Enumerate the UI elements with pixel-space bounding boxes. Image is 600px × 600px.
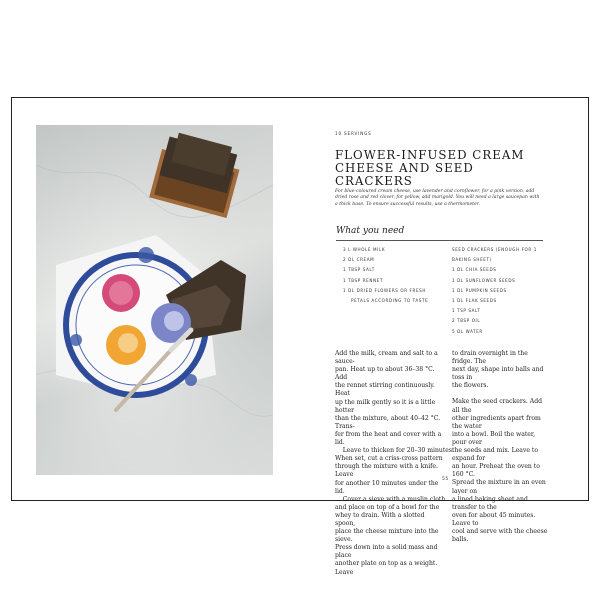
method-line: Cover a sieve with a muslin cloth (335, 495, 446, 503)
method-line: for another 10 minutes under the lid. (335, 479, 439, 495)
page-number: 55 (442, 477, 449, 482)
method-line: cool and serve with the cheese balls. (452, 527, 548, 544)
method-line: a lined baking sheet and transfer to the (452, 495, 528, 511)
ingredients-list-right (452, 247, 547, 339)
method-line: Make the seed crackers. Add all the (452, 398, 542, 414)
ingredient-item: 1 DL CHIA SEEDS (452, 267, 497, 273)
method-line: pan. Heat up to about 36–38 °C. Add (335, 366, 435, 382)
ingredient-item: 2 TBSP OIL (452, 318, 481, 324)
method-line: Add the milk, cream and salt to a sauce- (335, 350, 438, 366)
ingredient-item: 2 DL CREAM (343, 257, 375, 263)
method-line: another plate on top as a weight. Leave (335, 560, 438, 576)
method-line: next day, shape into balls and toss in (452, 366, 544, 382)
ingredient-item: 1 DL SUNFLOWER SEEDS (452, 277, 516, 283)
method-line: and place on top of a bowl for the (335, 503, 440, 511)
ingredient-item: 1 TBSP RENNET (343, 277, 383, 283)
method-line: Press down into a solid mass and place (335, 544, 438, 560)
method-line: When set, cut a criss-cross pattern (335, 455, 443, 463)
ingredient-item: PETALS ACCORDING TO TASTE (351, 297, 429, 303)
method-line: to drain overnight in the fridge. The (452, 350, 528, 366)
ingredient-item: 1 DL DRIED FLOWERS OR FRESH (343, 287, 427, 293)
method-line: the seeds and mix. Leave to expand for (452, 447, 539, 463)
method-line: through the mixture with a knife. Leave (335, 463, 438, 479)
method-line: an hour. Preheat the oven to 160 °C. (452, 463, 540, 479)
ingredient-item: 1 DL FLAK SEEDS (452, 297, 497, 303)
ingredients-list-left (343, 247, 443, 308)
ingredient-item: SEED CRACKERS (ENOUGH FOR 1 (452, 247, 537, 252)
recipe-photo-illustration (36, 125, 273, 475)
method-line: oven for about 45 minutes. Leave to (452, 511, 536, 527)
method-line: Leave to thicken for 20–30 minutes. (335, 447, 454, 455)
method-line: place the cheese mixture into the sieve. (335, 528, 439, 544)
recipe-title: FLOWER-INFUSED CREAM CHEESE AND SEED CRACKERS (335, 148, 525, 188)
ingredient-item: 1 TBSP SALT (343, 267, 375, 273)
method-column-right (452, 350, 548, 544)
recipe-photo (36, 125, 273, 475)
method-line: fer from the heat and cover with a lid. (335, 430, 442, 447)
method-line: the rennet stirring continuously. Heat (335, 382, 435, 398)
method-line: whey to drain. With a slotted spoon, (335, 511, 425, 527)
ingredient-item: 5 DL WATER (452, 328, 483, 334)
ingredient-item: 3 L WHOLE MILK (343, 247, 386, 252)
ingredient-item: 1 TSP SALT (452, 308, 481, 314)
ingredient-item: BAKING SHEET) (452, 257, 492, 263)
method-line: than the mixture, about 40–42 °C. Trans- (335, 414, 441, 430)
paragraph-gap (452, 390, 548, 398)
recipe-intro: For blue-coloured cream cheese, use lavender and cornflower, for a pink version, add dried rose and red clover, for yellow, add marigold. You will need a large saucepan with a thick base. To ensure successful results, use a thermometer. (335, 189, 540, 207)
servings-label: 10 SERVINGS (335, 131, 372, 136)
method-line: the flowers. (452, 382, 489, 390)
ingredients-heading: What you need (336, 226, 405, 236)
method-line: Spread the mixture in an even layer on (452, 479, 546, 495)
divider-rule (336, 240, 543, 241)
ingredient-item: 1 DL PUMPKIN SEEDS (452, 287, 507, 293)
method-line: into a bowl. Boil the water, pour over (452, 430, 536, 446)
method-line: other ingredients apart from the water (452, 414, 541, 430)
method-line: up the milk gently so it is a little hotter (335, 398, 436, 414)
